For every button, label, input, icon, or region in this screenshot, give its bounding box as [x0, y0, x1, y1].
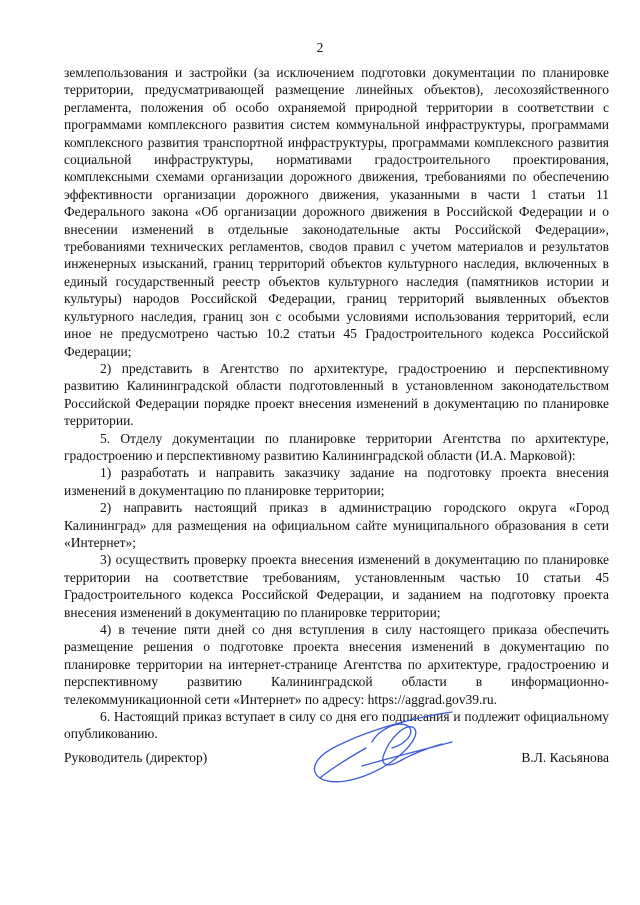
paragraph-section-6: 6. Настоящий приказ вступает в силу со дня его подписания и подлежит официальному опубликованию.	[64, 709, 609, 742]
paragraph-item-2b: 2) направить настоящий приказ в администрацию городского округа «Город Калининград» для размещения на официальном сайте муниципального образования в сети «Интернет»;	[64, 500, 609, 550]
signatory-position: Руководитель (директор)	[64, 750, 208, 765]
signature-block	[64, 736, 609, 796]
page-number: 2	[316, 40, 324, 55]
signatory-name: В.Л. Касьянова	[521, 750, 609, 765]
paragraph-item-2: 2) представить в Агентство по архитектуре, градостроению и перспективному развитию Калининградской области подготовленный в установленном законодательством Российской Федерации порядке проект внесения изменений в документацию по планировке территории.	[64, 360, 609, 429]
paragraph-continuation: землепользования и застройки (за исключением подготовки документации по планировке территории, предусматривающей размещение линейных объектов), лесохозяйственного регламента, положения об особо охраняемой природной территории в соответствии с программами комплексного развития систем коммунальной инфраструктуры, программами комплексного развития транспортной инфраструктуры, программами комплексного развития социальной инфраструктуры, нормативами градостроительного проектирования, комплексными схемами организации дорожного движения, требованиями по обеспечению эффективности организации дорожного движения, указанными в части 1 статьи 11 Федерального закона «Об организации дорожного движения в Российской Федерации и о внесении изменений в отдельные законодательные акты Российской Федерации», требованиями технических регламентов, сводов правил с учетом материалов и результатов инженерных изысканий, границ территорий объектов культурного наследия, включенных в единый государственный реестр объектов культурного наследия (памятников истории и культуры) народов Российской Федерации, границ территорий выявленных объектов культурного наследия, границ зон с особыми условиями использования территорий, если иное не предусмотрено частью 10.2 статьи 45 Градостроительного кодекса Российской Федерации;	[64, 65, 609, 359]
paragraph-section-5: 5. Отделу документации по планировке территории Агентства по архитектуре, градостроению и перспективному развитию Калининградской области (И.А. Марковой):	[64, 430, 609, 463]
paragraph-item-1: 1) разработать и направить заказчику задание на подготовку проекта внесения изменений в документацию по планировке территории;	[64, 465, 609, 498]
paragraph-item-4: 4) в течение пяти дней со дня вступления в силу настоящего приказа обеспечить размещение решения о подготовке проекта внесения изменений в документацию по планировке территории на интернет-странице Агентства по архитектуре, градостроению и перспективному развитию Калининградской области в информационно-телекоммуникационной сети «Интернет» по адресу: https://aggrad.gov39.ru.	[64, 622, 609, 707]
paragraph-item-3: 3) осуществить проверку проекта внесения изменений в документацию по планировке территории на соответствие требованиям, установленным частью 10 статьи 45 Градостроительного кодекса Российской Федерации, и заданием на подготовку проекта внесения изменений в документацию по планировке территории;	[64, 552, 609, 620]
document-body	[64, 64, 609, 743]
handwritten-signature	[302, 708, 472, 788]
